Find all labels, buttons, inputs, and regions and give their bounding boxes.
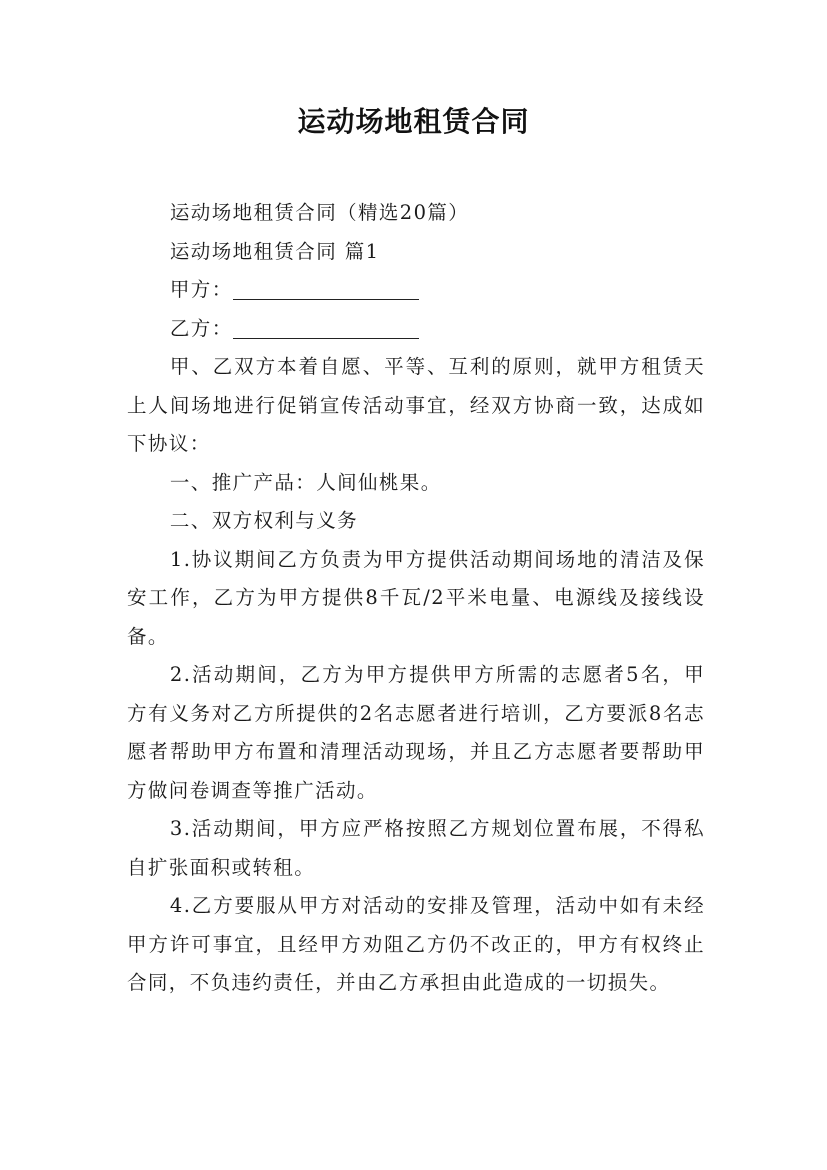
party-a-line <box>127 271 705 310</box>
intro-paragraph: 甲、乙双方本着自愿、平等、互利的原则，就甲方租赁天上人间场地进行促销宣传活动事宜，经双方协商一致，达成如下协议： <box>127 355 705 455</box>
document-body <box>127 194 705 1003</box>
item-two-heading: 二、双方权利与义务 <box>169 509 358 532</box>
document-title: 运动场地租赁合同 <box>297 105 530 138</box>
party-b-label: 乙方： <box>169 316 233 340</box>
clause-4: 4.乙方要服从甲方对活动的安排及管理，活动中如有未经甲方许可事宜，且经甲方劝阻乙方仍不改正的，甲方有权终止合同，不负违约责任，并由乙方承担由此造成的一切损失。 <box>127 894 705 994</box>
item-one: 一、推广产品：人间仙桃果。 <box>169 470 442 494</box>
party-a-label: 甲方： <box>169 278 233 301</box>
party-b-line <box>127 310 705 349</box>
clause-1: 1.协议期间乙方负责为甲方提供活动期间场地的清洁及保安工作，乙方为甲方提供8千瓦/2平米电量、电源线及接线设备。 <box>127 547 705 648</box>
clause-3: 3.活动期间，甲方应严格按照乙方规划位置布展，不得私自扩张面积或转租。 <box>127 817 705 879</box>
clause-2: 2.活动期间，乙方为甲方提供甲方所需的志愿者5名，甲方有义务对乙方所提供的2名志愿者进行培训，乙方要派8名志愿者帮助甲方布置和清理活动现场，并且乙方志愿者要帮助甲方做问卷调查等推广活动。 <box>127 663 705 802</box>
party-b-blank <box>233 316 419 339</box>
subtitle: 运动场地租赁合同（精选20篇） <box>169 201 470 224</box>
party-a-blank <box>233 277 419 300</box>
section-heading: 运动场地租赁合同 篇1 <box>169 239 380 263</box>
